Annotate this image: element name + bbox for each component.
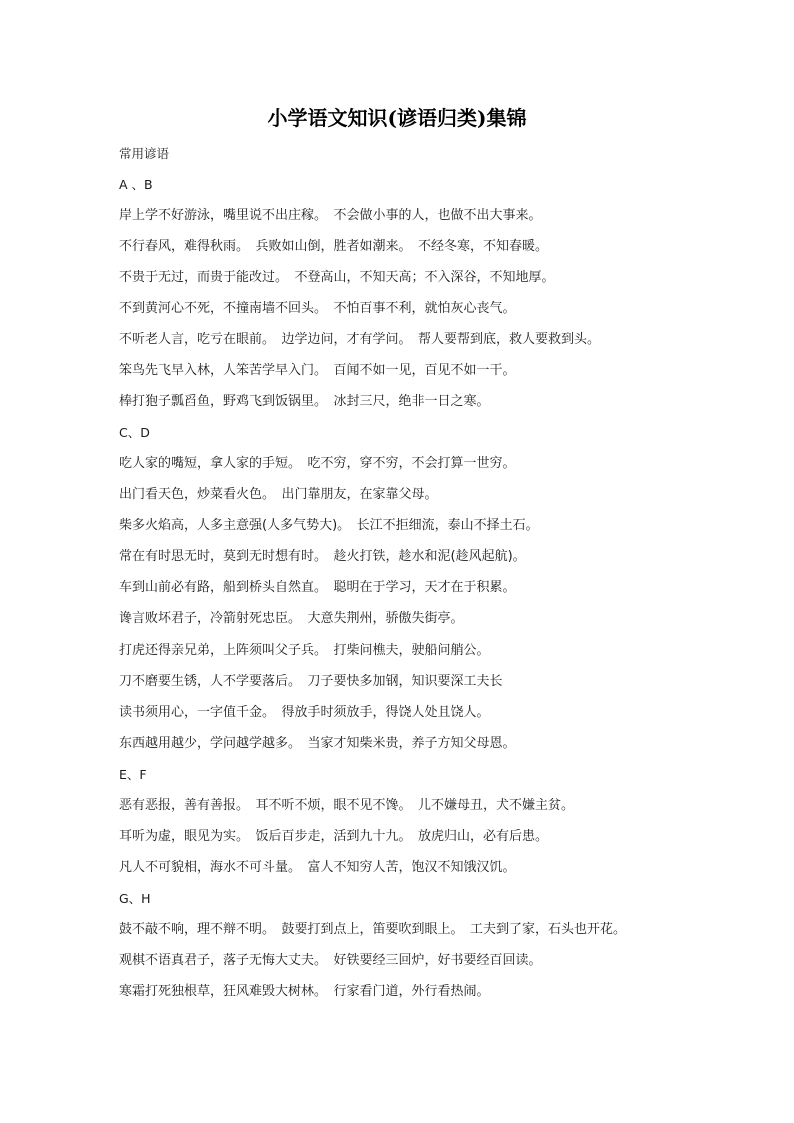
proverb-line: 不贵于无过，而贵于能改过。 不登高山，不知天高；不入深谷，不知地厚。 [119,270,555,285]
letter-group-heading: G、H [119,891,151,906]
proverb-line: 出门看天色，炒菜看火色。 出门靠朋友，在家靠父母。 [119,487,438,502]
proverb-line: 吃人家的嘴短，拿人家的手短。 吃不穷，穿不穷，不会打算一世穷。 [119,456,516,471]
proverb-line: 谗言败坏君子，冷箭射死忠臣。 大意失荆州，骄傲失街亭。 [119,611,464,626]
proverb-line: 车到山前必有路，船到桥头自然直。 聪明在于学习，天才在于积累。 [119,580,516,595]
section-heading: 常用谚语 [119,146,170,161]
proverb-line: 观棋不语真君子，落子无悔大丈夫。 好铁要经三回炉，好书要经百回读。 [119,953,542,968]
proverb-line: 鼓不敲不响，理不辩不明。 鼓要打到点上，笛要吹到眼上。 工夫到了家，石头也开花。 [119,922,627,937]
letter-group-heading: A 、B [119,177,153,192]
proverb-line: 不到黄河心不死，不撞南墙不回头。 不怕百事不利，就怕灰心丧气。 [119,301,516,316]
proverb-line: 棒打狍子瓢舀鱼，野鸡飞到饭锅里。 冰封三尺，绝非一日之寒。 [119,394,490,409]
proverb-line: 东西越用越少，学问越学越多。 当家才知柴米贵，养子方知父母恩。 [119,736,516,751]
proverb-line: 岸上学不好游泳，嘴里说不出庄稼。 不会做小事的人，也做不出大事来。 [119,208,542,223]
proverb-line: 凡人不可貌相，海水不可斗量。 富人不知穷人苦，饱汉不知饿汉饥。 [119,860,516,875]
proverb-line: 笨鸟先飞早入林，人笨苦学早入门。 百闻不如一见，百见不如一干。 [119,363,516,378]
proverb-line: 常在有时思无时，莫到无时想有时。 趁火打铁，趁水和泥(趁风起航)。 [119,549,526,564]
proverb-line: 刀不磨要生锈，人不学要落后。 刀子要快多加钢，知识要深工夫长 [119,674,503,689]
proverb-line: 不听老人言，吃亏在眼前。 边学边问，才有学问。 帮人要帮到底，救人要救到头。 [119,332,601,347]
proverb-line: 打虎还得亲兄弟，上阵须叫父子兵。 打柴问樵夫，驶船问艄公。 [119,643,490,658]
proverb-line: 柴多火焰高，人多主意强(人多气势大)。 长江不拒细流，泰山不择土石。 [119,518,539,533]
page-title: 小学语文知识(谚语归类)集锦 [267,106,527,130]
proverb-line: 读书须用心，一字值千金。 得放手时须放手，得饶人处且饶人。 [119,705,490,720]
proverb-line: 不行春风，难得秋雨。 兵败如山倒，胜者如潮来。 不经冬寒，不知春暖。 [119,239,549,254]
proverb-line: 恶有恶报，善有善报。 耳不听不烦，眼不见不馋。 儿不嫌母丑，犬不嫌主贫。 [119,798,575,813]
proverb-line: 寒霜打死独根草，狂风难毁大树林。 行家看门道，外行看热闹。 [119,984,490,999]
letter-group-heading: C、D [119,425,150,440]
proverb-line: 耳听为虚，眼见为实。 饭后百步走，活到九十九。 放虎归山，必有后患。 [119,829,549,844]
letter-group-heading: E、F [119,767,147,782]
